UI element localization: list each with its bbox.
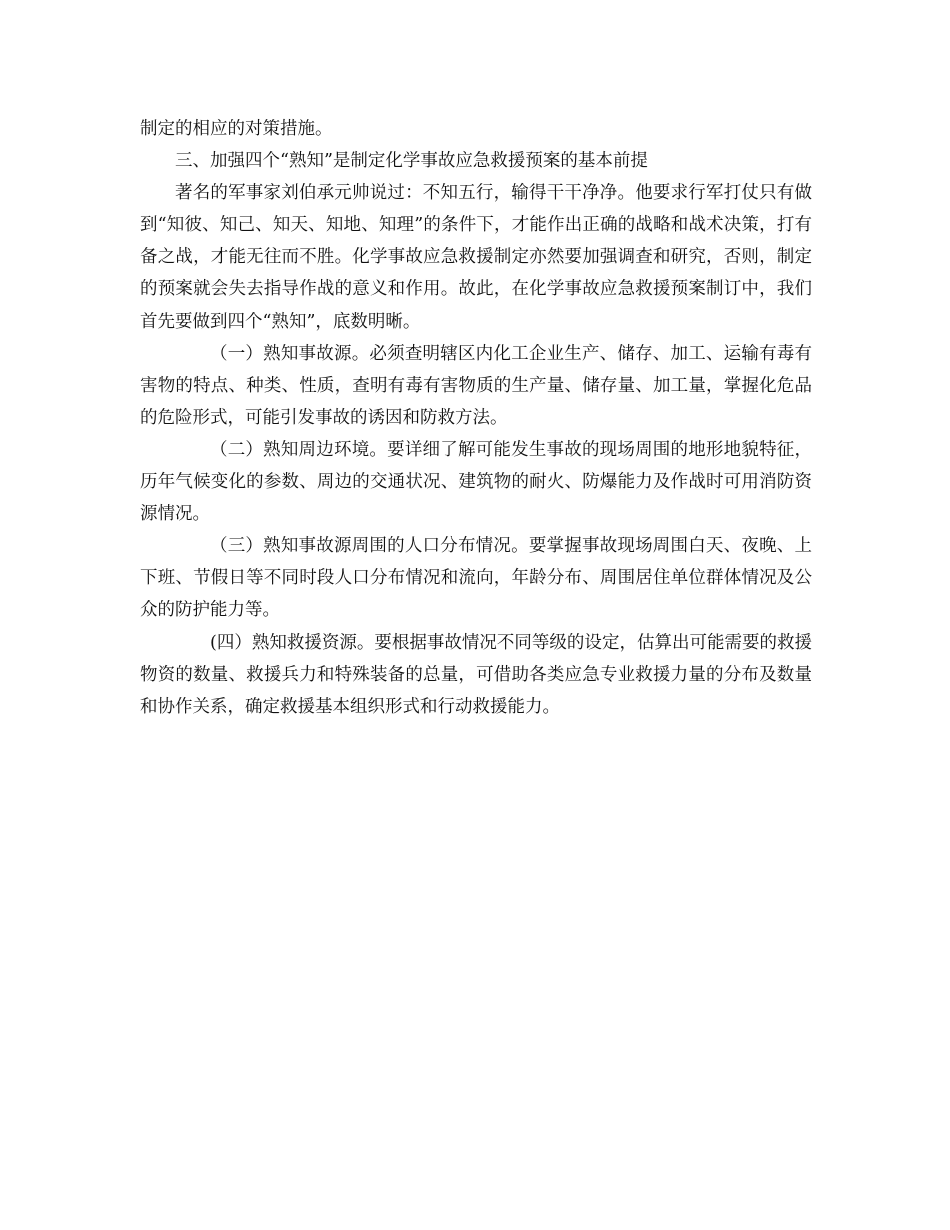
document-body bbox=[140, 113, 812, 723]
section-heading: 三、加强四个“熟知”是制定化学事故应急救援预案的基本前提 bbox=[175, 151, 648, 172]
item-paragraph-4: (四）熟知救援资源。要根据事故情况不同等级的设定，估算出可能需要的救援物资的数量、救援兵力和特殊装备的总量，可借助各类应急专业救援力量的分布及数量和协作关系，确定救援基本组织形式和行动救援能力。 bbox=[140, 632, 812, 717]
intro-paragraph: 著名的军事家刘伯承元帅说过：不知五行，输得干干净净。他要求行军打仗只有做到“知彼、知己、知天、知地、知理”的条件下，才能作出正确的战略和战术决策，打有备之战，才能无往而不胜。化学事故应急救援制定亦然要加强调查和研究，否则，制定的预案就会失去指导作战的意义和作用。故此，在化学事故应急救援预案制订中，我们首先要做到四个“熟知”，底数明晰。 bbox=[140, 183, 812, 332]
item-paragraph-3: （三）熟知事故源周围的人口分布情况。要掌握事故现场周围白天、夜晚、上下班、节假日等不同时段人口分布情况和流向，年龄分布、周围居住单位群体情况及公众的防护能力等。 bbox=[140, 536, 812, 621]
continuation-paragraph: 制定的相应的对策措施。 bbox=[140, 119, 333, 139]
item-paragraph-1: （一）熟知事故源。必须查明辖区内化工企业生产、储存、加工、运输有毒有害物的特点、种类、性质，查明有毒有害物质的生产量、储存量、加工量，掌握化危品的危险形式，可能引发事故的诱因和防救方法。 bbox=[140, 343, 812, 428]
item-paragraph-2: （二）熟知周边环境。要详细了解可能发生事故的现场周围的地形地貌特征，历年气候变化的参数、周边的交通状况、建筑物的耐火、防爆能力及作战时可用消防资源情况。 bbox=[140, 439, 812, 525]
